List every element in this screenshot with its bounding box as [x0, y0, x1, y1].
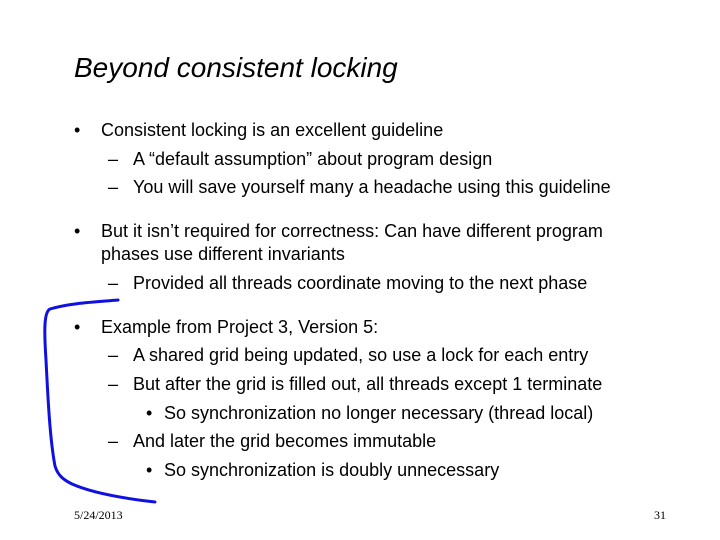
sub-bullet-marker: – [108, 431, 119, 451]
sub-sub-bullet-text: So synchronization no longer necessary (thread local) [164, 403, 594, 423]
bullet-text: Example from Project 3, Version 5: [101, 317, 379, 337]
bullet-text: But it isn’t required for correctness: Can have different program [101, 221, 603, 241]
sub-sub-bullet-text: So synchronization is doubly unnecessary [164, 460, 500, 480]
sub-bullet-marker: – [108, 273, 119, 293]
sub-sub-bullet-marker: • [146, 403, 153, 423]
sub-sub-bullet-marker: • [146, 460, 153, 480]
sub-bullet-text: You will save yourself many a headache using this guideline [133, 177, 611, 197]
sub-bullet-text: A “default assumption” about program design [133, 149, 493, 169]
sub-bullet-text: And later the grid becomes immutable [133, 431, 437, 451]
sub-bullet-text: A shared grid being updated, so use a lock for each entry [133, 345, 589, 365]
bullet-marker: • [74, 221, 81, 241]
sub-bullet-text: Provided all threads coordinate moving to the next phase [133, 273, 588, 293]
bullet-text: Consistent locking is an excellent guideline [101, 120, 444, 140]
slide-page-number: 31 [654, 508, 666, 522]
sub-bullet-marker: – [108, 177, 119, 197]
sub-bullet-text: But after the grid is filled out, all threads except 1 terminate [133, 374, 603, 394]
sub-bullet-marker: – [108, 374, 119, 394]
sub-bullet-marker: – [108, 149, 119, 169]
slide-date: 5/24/2013 [74, 508, 123, 522]
bullet-text-continuation: phases use different invariants [101, 244, 345, 264]
sub-bullet-marker: – [108, 345, 119, 365]
slide-title: Beyond consistent locking [74, 52, 398, 83]
bullet-marker: • [74, 317, 81, 337]
bullet-marker: • [74, 120, 81, 140]
